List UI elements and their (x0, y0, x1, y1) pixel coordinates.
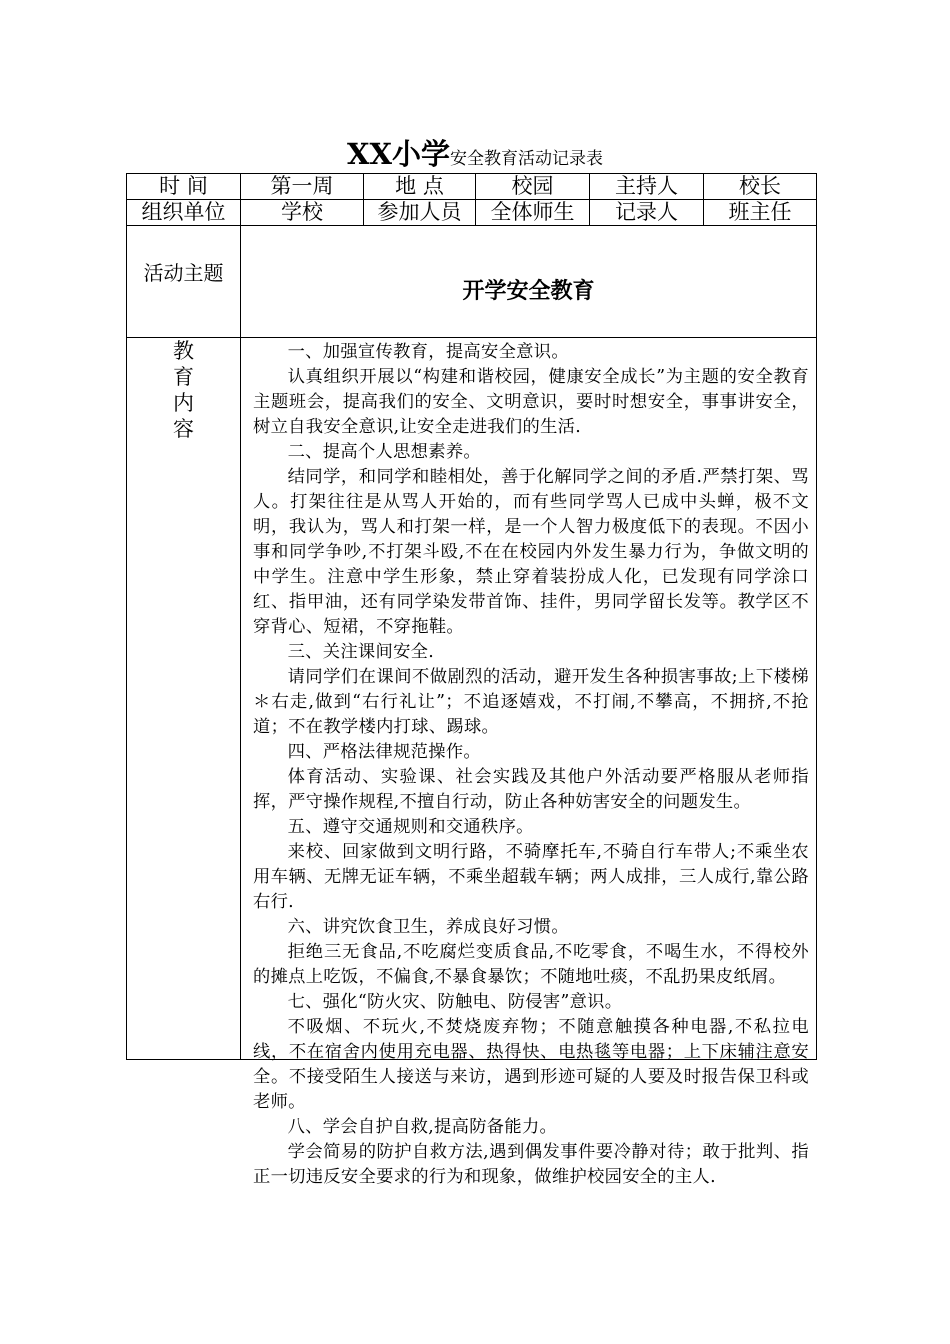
education-content (241, 338, 817, 1187)
content-label-char: 育 (173, 365, 194, 389)
content-paragraph: 拒绝三无食品,不吃腐烂变质食品,不吃零食，不喝生水，不得校外的摊点上吃饭，不偏食,不暴食暴饮；不随地吐痰，不乱扔果皮纸屑。 (253, 942, 809, 987)
theme-value: 开学安全教育 (241, 226, 817, 338)
content-label (127, 338, 241, 1060)
title-sub: 安全教育活动记录表 (450, 149, 603, 169)
content-paragraph: 不吸烟、不玩火,不焚烧废弃物；不随意触摸各种电器,不私拉电线，不在宿舍内使用充电器、热得快、电热毯等电器；上下床辅注意安全。不接受陌生人接送与来访，遇到形迹可疑的人要及时报告保卫科或老师。 (253, 1017, 809, 1112)
participants-label: 参加人员 (364, 200, 476, 226)
organizer-value: 学校 (241, 200, 364, 226)
document-title (0, 132, 950, 173)
content-heading: 四、严格法律规范操作。 (287, 742, 481, 762)
content-paragraph: 体育活动、实验课、社会实践及其他户外活动要严格服从老师指挥，严守操作规程,不擅自行动，防止各种妨害安全的问题发生。 (253, 767, 809, 812)
title-main: XX小学 (346, 137, 450, 171)
content-paragraph: 来校、回家做到文明行路，不骑摩托车,不骑自行车带人;不乘坐农用车辆、无牌无证车辆，不乘坐超载车辆；两人成排，三人成行,靠公路右行. (253, 842, 809, 912)
content-heading: 一、加强宣传教育，提高安全意识。 (287, 342, 569, 362)
content-heading: 八、学会自护自救,提高防备能力。 (287, 1117, 558, 1137)
content-paragraph: 结同学，和同学和睦相处，善于化解同学之间的矛盾.严禁打架、骂人。打架往往是从骂人开始的，而有些同学骂人已成中头蝉，极不文明，我认为，骂人和打架一样，是一个人智力极度低下的表现。不因小事和同学争吵,不打架斗殴,不在在校园内外发生暴力行为，争做文明的中学生。注意中学生形象，禁止穿着装扮成人化，已发现有同学涂口红、指甲油，还有同学染发带首饰、挂件，男同学留长发等。教学区不穿背心、短裙，不穿拖鞋。 (253, 467, 809, 637)
place-label: 地 点 (364, 174, 476, 200)
theme-label: 活动主题 (127, 226, 241, 338)
time-value: 第一周 (241, 174, 364, 200)
recorder-value: 班主任 (704, 200, 817, 226)
info-row-1 (127, 174, 817, 200)
host-label: 主持人 (590, 174, 704, 200)
content-heading: 二、提高个人思想素养。 (287, 442, 481, 462)
organizer-label: 组织单位 (127, 200, 241, 226)
content-heading: 七、强化“防火灾、防触电、防侵害”意识。 (287, 992, 623, 1012)
content-heading: 五、遵守交通规则和交通秩序。 (287, 817, 534, 837)
record-table (126, 173, 817, 1187)
content-label-char: 内 (173, 391, 194, 415)
content-paragraph: 认真组织开展以“构建和谐校园，健康安全成长”为主题的安全教育主题班会，提高我们的安全、文明意识，要时时想安全，事事讲安全，树立自我安全意识,让安全走进我们的生活. (253, 367, 809, 437)
content-label-char: 容 (173, 417, 194, 441)
host-value: 校长 (704, 174, 817, 200)
content-label-char: 教 (173, 339, 194, 363)
info-row-2 (127, 200, 817, 226)
content-heading: 六、讲究饮食卫生，养成良好习惯。 (287, 917, 569, 937)
content-row (127, 338, 817, 1187)
place-value: 校园 (476, 174, 590, 200)
recorder-label: 记录人 (590, 200, 704, 226)
time-label: 时 间 (127, 174, 241, 200)
participants-value: 全体师生 (476, 200, 590, 226)
theme-row (127, 226, 817, 338)
content-paragraph: 学会简易的防护自救方法,遇到偶发事件要冷静对待；敢于批判、指正一切违反安全要求的行为和现象，做维护校园安全的主人. (253, 1142, 809, 1187)
content-heading: 三、关注课间安全. (287, 642, 435, 662)
content-paragraph: 请同学们在课间不做剧烈的活动，避开发生各种损害事故;上下楼梯＊右走,做到“右行礼让”；不追逐嬉戏，不打闹,不攀高，不拥挤,不抢道；不在教学楼内打球、踢球。 (253, 667, 809, 737)
